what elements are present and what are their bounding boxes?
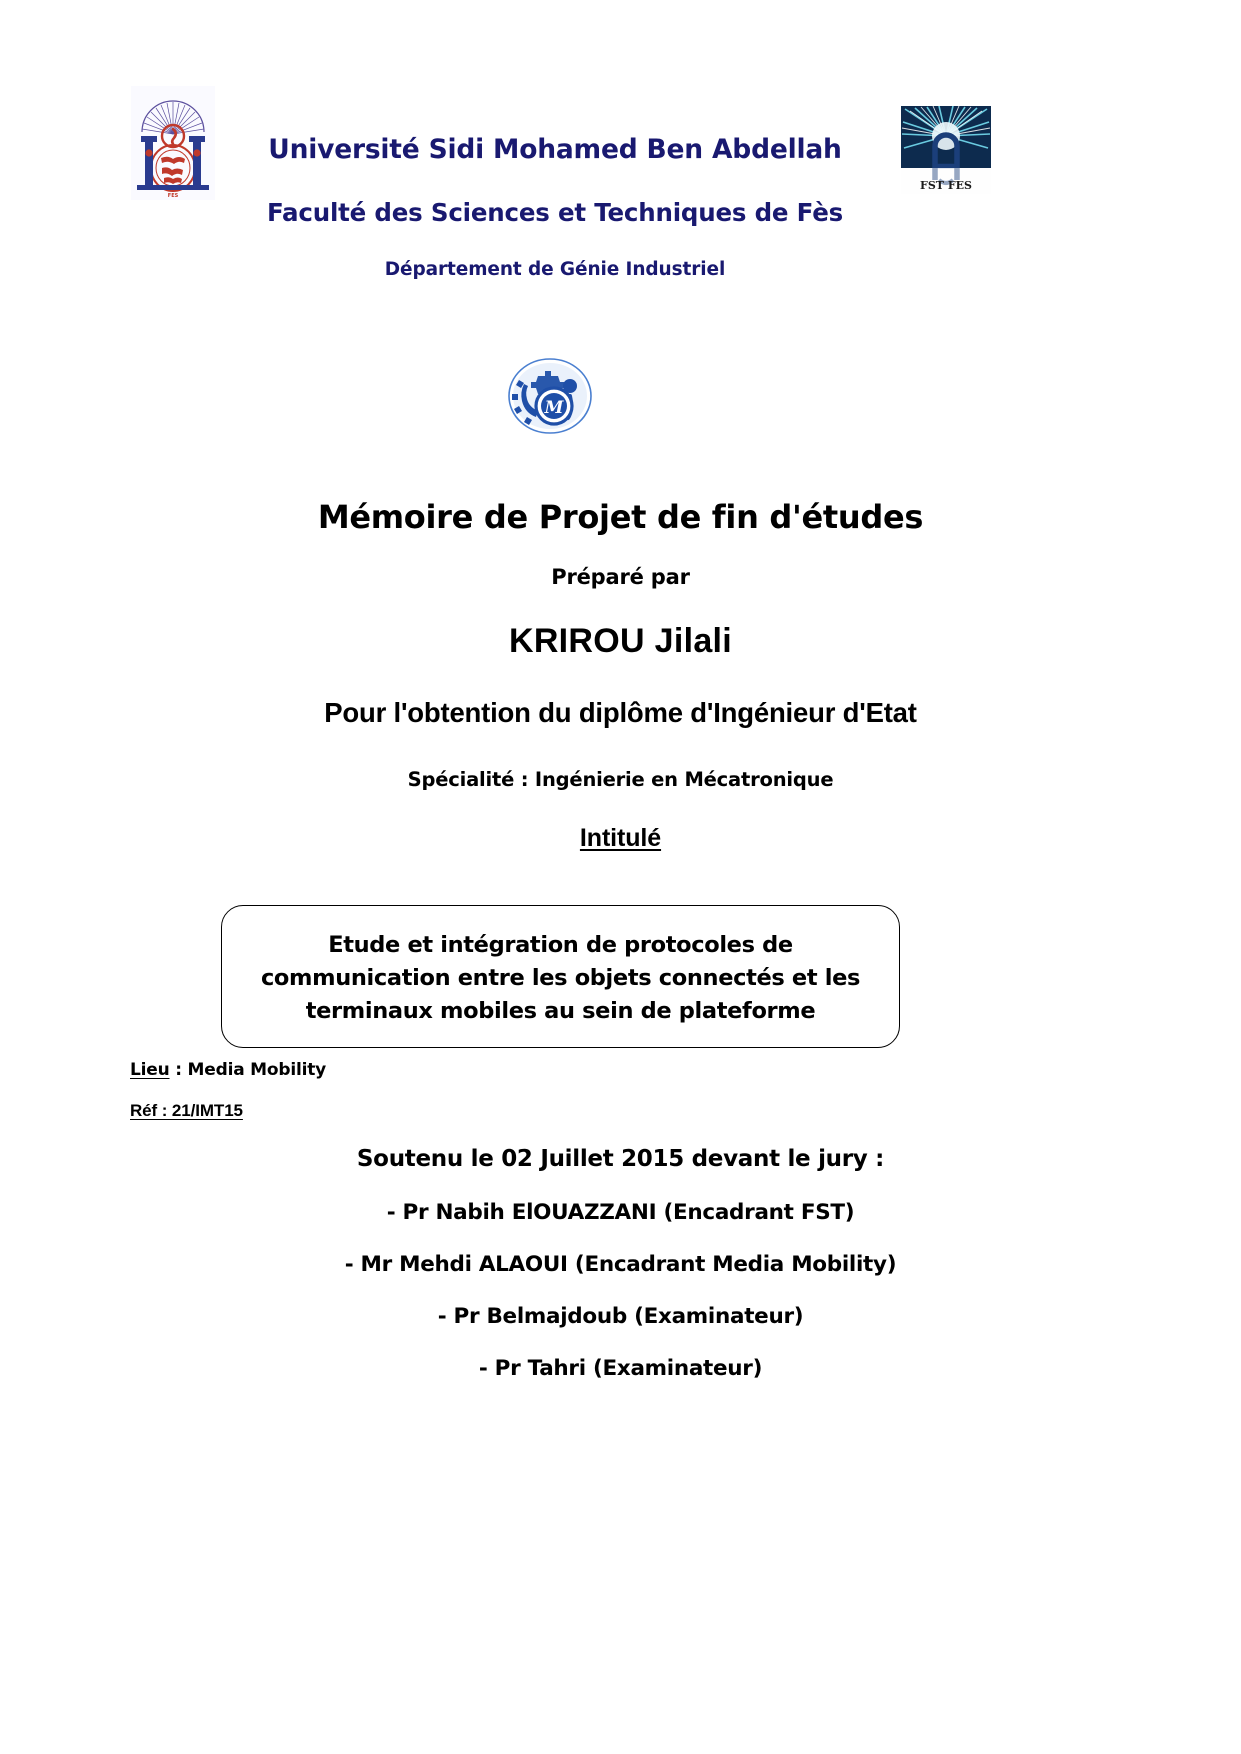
jury-member: - Pr Belmajdoub (Examinateur) bbox=[437, 1304, 804, 1329]
document-type-title: Mémoire de Projet de fin d'études bbox=[317, 498, 924, 536]
fst-fes-logo-caption: FST FES bbox=[920, 179, 972, 192]
intitule-heading-wrap bbox=[0, 824, 1241, 853]
reference-line: Réf : 21/IMT15 bbox=[130, 1101, 243, 1120]
mechatronics-logo-letter: M bbox=[544, 398, 564, 418]
faculty-name: Faculté des Sciences et Techniques de Fès bbox=[266, 198, 844, 227]
jury-member: - Pr Nabih ElOUAZZANI (Encadrant FST) bbox=[386, 1200, 855, 1225]
svg-text:FES: FES bbox=[167, 193, 179, 199]
university-name: Université Sidi Mohamed Ben Abdellah bbox=[268, 134, 842, 165]
intitule-heading: Intitulé bbox=[579, 824, 662, 852]
mechatronics-gear-logo bbox=[508, 358, 592, 434]
author-name: KRIROU Jilali bbox=[508, 622, 733, 660]
thesis-subject-line-3: terminaux mobiles au sein de plateforme bbox=[305, 998, 816, 1025]
jury-member: - Mr Mehdi ALAOUI (Encadrant Media Mobility) bbox=[344, 1252, 897, 1277]
jury-members-list bbox=[0, 1200, 1241, 1408]
diploma-statement: Pour l'obtention du diplôme d'Ingénieur d'Etat bbox=[324, 697, 917, 728]
lieu-label: Lieu bbox=[130, 1060, 170, 1080]
prepared-by-label: Préparé par bbox=[551, 565, 690, 589]
document-header bbox=[0, 86, 1241, 286]
header-text-block bbox=[230, 134, 880, 280]
jury-member: - Pr Tahri (Examinateur) bbox=[478, 1356, 763, 1381]
fst-fes-logo bbox=[901, 106, 991, 194]
lieu-value: Media Mobility bbox=[187, 1060, 327, 1080]
usmba-university-seal-logo bbox=[131, 86, 215, 200]
specialty-line: Spécialité : Ingénierie en Mécatronique bbox=[407, 768, 834, 791]
thesis-subject-line-1: Etude et intégration de protocoles de bbox=[328, 931, 793, 958]
defense-heading: Soutenu le 02 Juillet 2015 devant le jury : bbox=[356, 1146, 885, 1172]
lieu-separator: : bbox=[169, 1060, 188, 1080]
department-name: Département de Génie Industriel bbox=[384, 259, 726, 280]
thesis-subject-box bbox=[221, 905, 900, 1048]
thesis-subject-line-2: communication entre les objets connectés et les bbox=[260, 964, 861, 991]
lieu-line bbox=[130, 1060, 326, 1080]
